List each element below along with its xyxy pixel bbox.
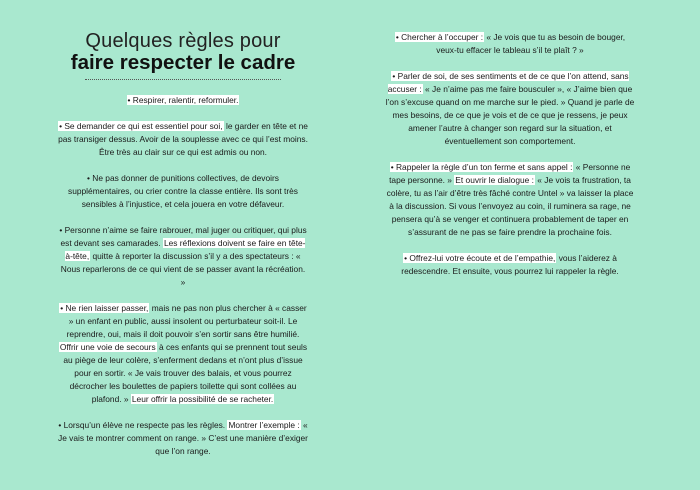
highlight: Et ouvrir le dialogue : <box>455 175 534 185</box>
body-text: vous l’aiderez à redescendre. Et ensuite, vous pourrez lui rappeler la règle. <box>401 253 619 276</box>
left-column <box>58 0 308 471</box>
highlight: Les réflexions doivent se faire en tête-à-tête, <box>65 238 306 261</box>
rule-paragraph-1 <box>58 94 308 107</box>
rule-paragraph-4 <box>58 224 308 289</box>
rule-paragraph-10 <box>385 252 635 278</box>
rule-paragraph-9 <box>385 161 635 239</box>
highlight: • Chercher à l’occuper : <box>395 32 484 42</box>
highlight: • Respirer, ralentir, reformuler. <box>127 95 239 105</box>
highlight: Montrer l’exemple : <box>228 420 300 430</box>
body-text: • Personne n’aime se faire rabrouer, mal juger ou critiquer, qui plus est devant ses camarades. <box>59 225 307 248</box>
title-line-2: faire respecter le cadre <box>70 51 296 74</box>
highlight: • Se demander ce qui est essentiel pour soi, <box>59 121 223 131</box>
rule-paragraph-5 <box>58 302 308 406</box>
body-text: • Ne pas donner de punitions collectives, de devoirs supplémentaires, ou crier contre la classe entière. Ils sont très sensibles à l’injustice, et cela jouera en votre défaveur. <box>68 173 298 209</box>
highlight: • Parler de soi, de ses sentiments et de ce que l’on attend, sans accuser : <box>387 71 629 94</box>
body-text: « Personne ne tape personne. » <box>389 162 631 185</box>
body-text: • Lorsqu’un élève ne respecte pas les règles. <box>58 420 228 430</box>
body-text: quitte à reporter la discussion s’il y a des spectateurs : « Nous reparlerons de ce qui vient de se passer avant la récréation. » <box>60 251 306 287</box>
body-text: le garder en tête et ne pas transiger dessus. Avoir de la souplesse avec ce qui l’est moins. Être très au clair sur ce qui est admis ou non. <box>58 121 308 157</box>
rule-paragraph-2 <box>58 120 308 159</box>
rule-paragraph-7 <box>385 31 635 57</box>
highlight: • Ne rien laisser passer, <box>60 303 149 313</box>
title-divider <box>85 79 281 80</box>
body-text: « Je vais te montrer comment on range. » C’est une manière d’exiger que l’on range. <box>58 420 308 456</box>
highlight: • Offrez-lui votre écoute et de l’empathie, <box>404 253 556 263</box>
body-text: mais ne pas non plus chercher à « casser » un enfant en public, aussi insolent ou perturbateur soit-il. Le reprendre, oui, mais il doit pouvoir s’en sortir sans être humilié. <box>66 303 307 339</box>
rule-paragraph-3 <box>58 172 308 211</box>
highlight: Offrir une voie de secours <box>59 342 156 352</box>
body-text: « Je vois que tu as besoin de bouger, veux-tu effacer le tableau s’il te plaît ? » <box>436 32 626 55</box>
highlight: • Rappeler la règle d’un ton ferme et sans appel : <box>390 162 573 172</box>
rule-paragraph-6 <box>58 419 308 458</box>
body-text: « Je n’aime pas me faire bousculer », « J’aime bien que l’on s’excuse quand on me marche sur le pied. » Quand je parle de mes besoins, de ce que je vois et de ce que je ressens, je peux amener l’autre à changer son regard sur la situation, et éventuellement son comportement. <box>385 84 635 146</box>
title-line-1: Quelques règles pour <box>85 30 281 52</box>
rule-paragraph-8 <box>385 70 635 148</box>
page-title <box>58 30 308 74</box>
body-text: « Je vois ta frustration, ta colère, tu as l’air d’être très fâché contre Untel » va laisser la place à la discussion. Si vous l’envoyez au coin, il ruminera sa rage, ne pensera qu’à se venger et continuera probablement de taper en s’assurant de ne pas se faire prendre la prochaine fois. <box>386 175 634 237</box>
right-column <box>385 0 635 291</box>
body-text: à ces enfants qui se prennent tout seuls au piège de leur colère, s’enferment dedans et n’ont plus d’issue pour en sortir. « Je vais trouver des balais, et vous pourrez décrocher les boulettes de papiers toilette qui sont collées au plafond. » <box>63 342 308 404</box>
highlight: Leur offrir la possibilité de se racheter. <box>131 394 274 404</box>
